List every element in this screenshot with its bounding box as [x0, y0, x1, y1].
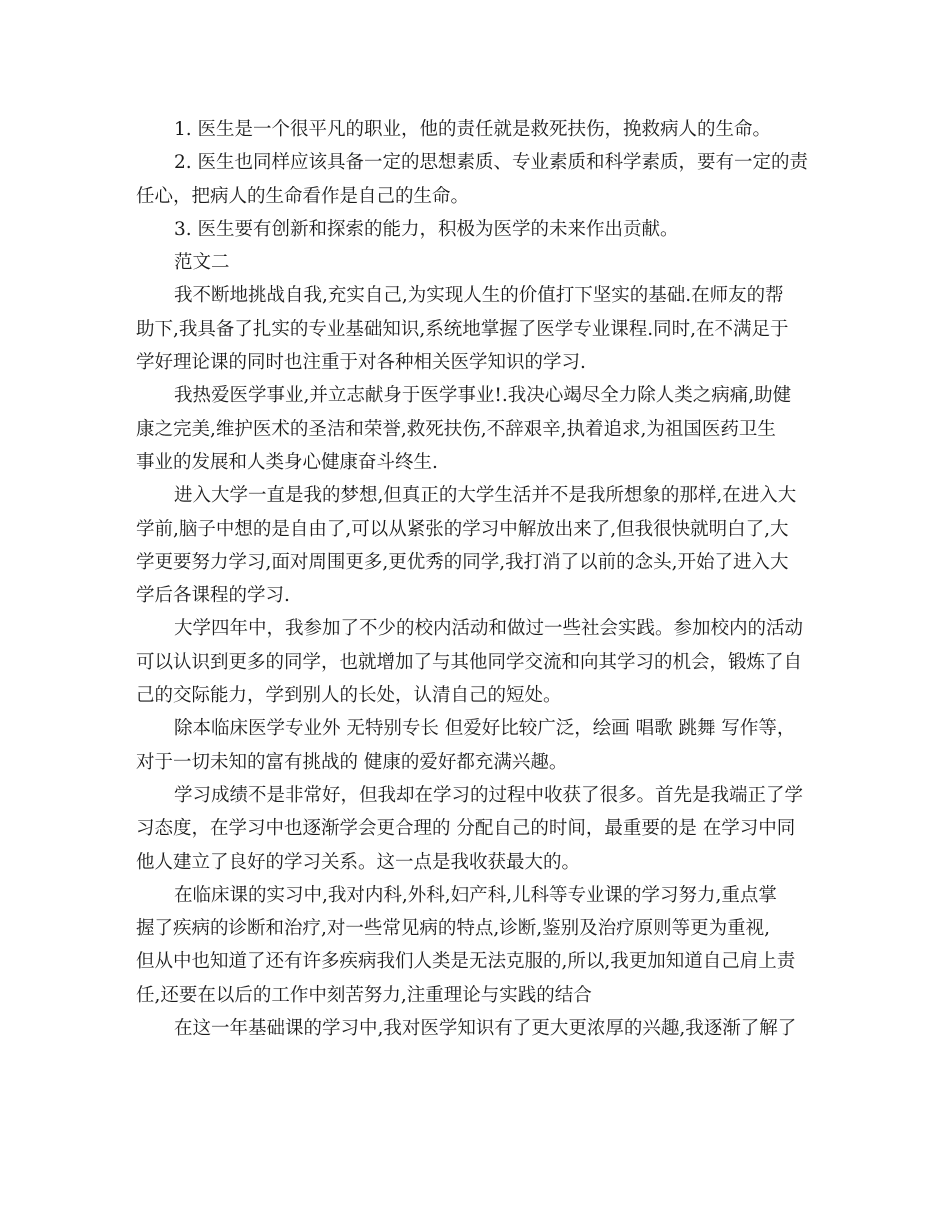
text-line: 在这一年基础课的学习中,我对医学知识有了更大更浓厚的兴趣,我逐渐了解了	[174, 1018, 797, 1040]
text-line: 1. 医生是一个很平凡的职业，他的责任就是救死扶伤，挽救病人的生命。	[174, 119, 772, 140]
document-body	[136, 113, 816, 1045]
text-line: 但从中也知道了还有许多疾病我们人类是无法克服的,所以,我更加知道自己肩上责	[136, 951, 796, 973]
text-line: 进入大学一直是我的梦想,但真正的大学生活并不是我所想象的那样,在进入大	[174, 485, 797, 507]
text-line: 2. 医生也同样应该具备一定的思想素质、专业素质和科学素质，要有一定的责	[174, 152, 809, 174]
text-line: 可以认识到更多的同学，也就增加了与其他同学交流和向其学习的机会，锻炼了自	[136, 651, 803, 673]
text-line: 任,还要在以后的工作中刻苦努力,注重理论与实践的结合	[136, 984, 592, 1006]
text-line: 他人建立了良好的学习关系。这一点是我收获最大的。	[136, 851, 581, 873]
text-line: 学习成绩不是非常好，但我却在学习的过程中收获了很多。首先是我端正了学	[174, 784, 804, 806]
text-line: 任心，把病人的生命看作是自己的生命。	[136, 185, 470, 207]
text-line: 学更要努力学习,面对周围更多,更优秀的同学,我打消了以前的念头,开始了进入大	[136, 551, 789, 573]
text-line: 范文二	[174, 252, 230, 274]
text-line: 己的交际能力，学到别人的长处，认清自己的短处。	[136, 685, 562, 707]
text-line: 康之完美,维护医术的圣洁和荣誉,救死扶伤,不辞艰辛,执着追求,为祖国医药卫生	[136, 418, 776, 440]
text-line: 3. 医生要有创新和探索的能力，积极为医学的未来作出贡献。	[174, 218, 679, 240]
text-line: 握了疾病的诊断和治疗,对一些常见病的特点,诊断,鉴别及治疗原则等更为重视,	[136, 918, 771, 940]
text-line: 我不断地挑战自我,充实自己,为实现人生的价值打下坚实的基础.在师友的帮	[174, 285, 784, 307]
text-line: 在临床课的实习中,我对内科,外科,妇产科,儿科等专业课的学习努力,重点掌	[174, 884, 777, 906]
text-line: 我热爱医学事业,并立志献身于医学事业!.我决心竭尽全力除人类之病痛,助健	[174, 385, 792, 407]
text-line: 学前,脑子中想的是自由了,可以从紧张的学习中解放出来了,但我很快就明白了,大	[136, 518, 789, 540]
text-line: 大学四年中，我参加了不少的校内活动和做过一些社会实践。参加校内的活动	[174, 618, 804, 640]
text-line: 习态度，在学习中也逐渐学会更合理的 分配自己的时间，最重要的是 在学习中同	[136, 818, 796, 840]
text-line: 学后各课程的学习.	[136, 585, 290, 607]
text-line: 对于一切未知的富有挑战的 健康的爱好都充满兴趣。	[136, 751, 568, 773]
text-line: 除本临床医学专业外 无特别专长 但爱好比较广泛，绘画 唱歌 跳舞 写作等，	[174, 718, 796, 740]
text-line: 助下,我具备了扎实的专业基础知识,系统地掌握了医学专业课程.同时,在不满足于	[136, 318, 789, 340]
text-line: 学好理论课的同时也注重于对各种相关医学知识的学习.	[136, 352, 586, 374]
text-line: 事业的发展和人类身心健康奋斗终生.	[136, 451, 438, 473]
